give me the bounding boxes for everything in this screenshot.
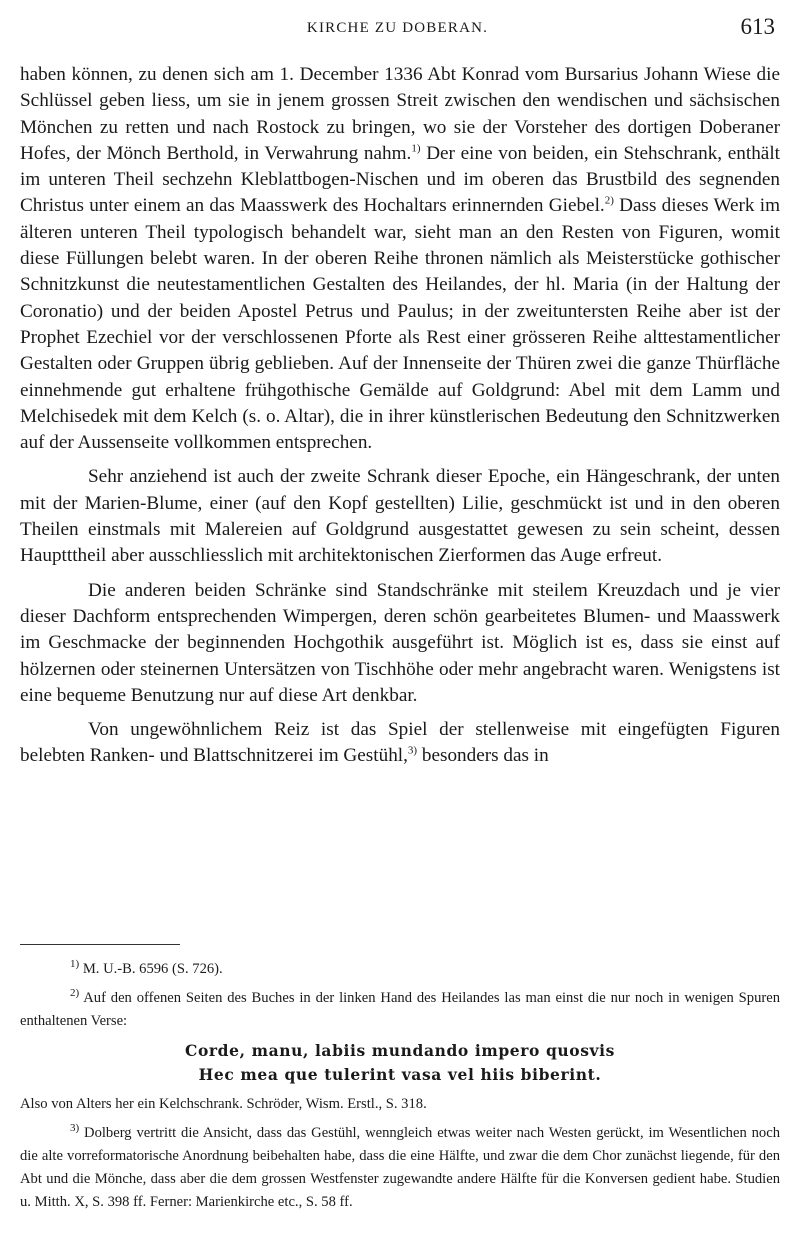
footnote-1: [20, 958, 780, 981]
footnote-2-mark: 2): [70, 987, 80, 1000]
footnote-ref-1: 1): [411, 142, 421, 155]
body-text: [20, 62, 780, 770]
paragraph-4-part-a: Von ungewöhnlichem Reiz ist das Spiel der stellenweise mit eingefügten Figuren belebten Ranken- und Blattschnitzerei im Gestühl,: [20, 719, 780, 767]
page-header: [20, 14, 775, 44]
paragraph-4-part-b: besonders das in: [417, 745, 549, 767]
footnote-3-text: Dolberg vertritt die Ansicht, dass das Gestühl, wenngleich etwas weiter nach Westen gerückt, im Wesentlichen noch die alte vorreformatorische Anordnung beibehalten habe, dass die eine Hälfte, und zwar die dem Chor zunächst liegende, für den Abt und die Mönche, dass aber die dem grossen Westfenster zugewandte andere Hälfte für die Konversen gedient habe. Studien u. Mitth. X, S. 398 ff. Ferner: Marienkirche etc., S. 58 ff.: [20, 1125, 780, 1210]
footnote-2-continuation: Also von Alters her ein Kelchschrank. Schröder, Wism. Erstl., S. 318.: [20, 1096, 427, 1112]
footnote-3: [20, 1122, 780, 1214]
footnotes: [20, 958, 780, 1214]
footnote-ref-2: 2): [604, 195, 614, 208]
page-number: 613: [740, 14, 775, 39]
paragraph-3: Die anderen beiden Schränke sind Standschränke mit steilem Kreuzdach und je vier dieser Dachform entsprechenden Wimpergen, deren schön gearbeitetes Blumen- und Maasswerk im Geschmacke der beginnenden Hochgothik ausgeführt ist. Möglich ist es, dass sie einst auf hölzernen oder steinernen Untersätzen von Tischhöhe oder mehr angebracht waren. Wenigstens ist eine bequeme Benutzung nur auf diese Art denkbar.: [20, 579, 780, 706]
verse-line-2: Hec mea que tulerint vasa vel hiis biberint.: [198, 1065, 602, 1084]
paragraph-1-part-a: haben können, zu denen sich am 1. December 1336 Abt Konrad vom Bursarius Johann Wiese die Schlüssel geben liess, um sie in jenem grossen Streit zwischen den wendischen und sächsischen Mönchen zu retten und nach Rostock zu bringen, wo sie der Vorsteher des dortigen Doberaner Hofes, der Mönch Berthold, in Verwahrung nahm.: [20, 64, 780, 164]
paragraph-2: Sehr anziehend ist auch der zweite Schrank dieser Epoche, ein Hängeschrank, der unten mit der Marien-Blume, einer (auf den Kopf gestellten) Lilie, geschmückt ist und in den oberen Theilen einstmals mit Malereien auf Goldgrund ausgestattet gewesen zu sein scheint, dessen Hauptttheil aber ausschliesslich mit architektonischen Zierformen das Auge erfreut.: [20, 466, 780, 567]
paragraph-1-part-b: Der eine von beiden, ein Stehschrank, enthält im unteren Theil sechzehn Kleblattbogen-Nischen und im oberen das Brustbild des segnenden Christus unter einem an das Maasswerk des Hochaltars erinnernden Giebel.: [20, 142, 780, 217]
paragraph-1: [20, 62, 780, 456]
footnote-1-text: M. U.-B. 6596 (S. 726).: [79, 961, 223, 977]
footnote-2-text: Auf den offenen Seiten des Buches in der linken Hand des Heilandes las man einst die nur noch in wenigen Spuren enthaltenen Verse:: [20, 990, 780, 1029]
footnote-3-mark: 3): [70, 1122, 80, 1135]
verse-line-1: Corde, manu, labiis mundando impero quosvis: [185, 1041, 615, 1060]
paragraph-4: [20, 717, 780, 770]
paragraph-1-part-c: Dass dieses Werk im älteren unteren Theil typologisch behandelt war, sieht man an den Resten von Figuren, womit diese Füllungen belebt waren. In der oberen Reihe thronen nämlich als Meisterstücke gothischer Schnitzkunst die neutestamentlichen Gestalten des Heilandes, der hl. Maria (in der Haltung der Coronatio) und der beiden Apostel Petrus und Paulus; in der zweituntersten Reihe aber ist der Prophet Ezechiel vor der verschlossenen Pforte als Rest einer grösseren Reihe alttestamentlicher Gestalten oder Gruppen übrig geblieben. Auf der Innenseite der Thüren zwei die ganze Thürfläche einnehmende gut erhaltene frühgothische Gemälde auf Goldgrund: Abel mit dem Lamm und Melchisedek mit dem Kelch (s. o. Altar), die in ihrer künstlerischen Bedeutung den Schnitzwerken auf der Aussenseite vollkommen entsprechen.: [20, 195, 781, 454]
footnote-separator: [20, 944, 180, 945]
footnote-1-mark: 1): [70, 958, 80, 971]
footnote-ref-3: 3): [407, 745, 418, 758]
footnote-2: [20, 987, 780, 1033]
running-title: KIRCHE ZU DOBERAN.: [306, 20, 489, 36]
